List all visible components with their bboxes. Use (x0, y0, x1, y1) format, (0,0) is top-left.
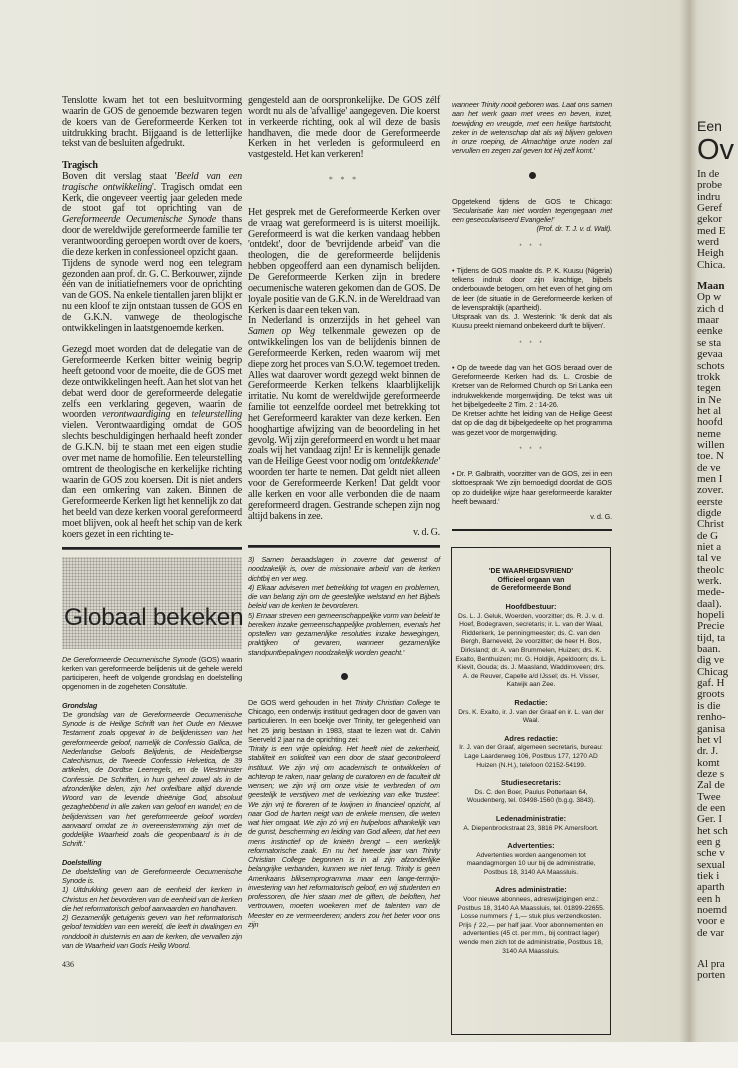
text-line: In de (697, 169, 720, 180)
separator-stars: * * * (519, 340, 545, 347)
text-line: werd (697, 236, 719, 249)
colophon-section (455, 779, 607, 806)
text-line: schots (697, 359, 725, 372)
text-run: 5) Ernaar streven een gemeenschappelijke vorm van beleid te bereiken inzake gemeenschappelijke problemen, evenals het opstellen van gezamenlijke resoluties inzake bewegingen, praktijken of gevaren, wanneer gezamenlijke standpuntbepalingen noodzakelijk worden geacht.' (248, 610, 440, 657)
colophon-heading: Ledenadministratie: (495, 813, 567, 823)
text-line: voor e (697, 915, 725, 928)
right-page-kicker: Een (697, 118, 722, 134)
text-line: het sch (697, 824, 728, 837)
text-line: sexual (697, 858, 726, 871)
text-line: tijd, ta (697, 631, 726, 644)
paragraph (62, 172, 242, 259)
text-line: eenke (697, 325, 723, 338)
text-line: zich d (697, 302, 724, 315)
text-run: 4) Elkaar adviseren met betrekking tot vragen en problemen, die van belang zijn om de geestelijke welstand en het Bijbels beleid van de kerken te bevorderen. (248, 582, 440, 611)
page-number: 436 (62, 960, 74, 970)
text-line (697, 939, 738, 949)
paragraph (452, 266, 612, 312)
colophon-body: Voor nieuwe abonnees, adreswijzigingen enz.: Postbus 18, 3140 AA Maassluis, tel. 01899-22655. Losse nummers ƒ 1,— stuk plus verzendkosten. Prijs ƒ 22,— per half jaar. Voor abonnementen en advertenties (45 ct. per mm., bij contract lager) wende men zich tot de administratie, Postbus 18, 3140 AA Maassluis. (457, 896, 605, 955)
paragraph (248, 96, 440, 161)
text-line: Ger. I (697, 813, 723, 826)
text-line: de G (697, 529, 719, 542)
paragraph (452, 197, 612, 225)
text-line: is die (697, 699, 721, 712)
subheading: Tragisch (62, 160, 98, 172)
colophon-body: Ir. J. van der Graaf, algemeen secretaris, bureau: Lage Laarderweg 106, Postbus 177, 1270 AD Huizen (N.H.), telefoon 02152-54199. (459, 744, 603, 769)
section-divider (62, 547, 242, 550)
text-run: Samen op Weg (248, 326, 316, 338)
colophon-heading: Advertenties: (507, 841, 555, 851)
text-run: Tijdens de synode werd nog een telegram gezonden aan prof. dr. G. C. Berkouwer, zijnde één van de initiatiefnemers voor de oprichting van de GOS. Na enkele tientallen jaren blijkt er nu een kloof te zijn ontstaan tussen de GOS en de G.K.N. vanwege de theologische ontwikkelingen in laatstgenoemde kerken. (62, 257, 242, 334)
colophon-section (455, 842, 607, 877)
globaal-bekeken-banner (62, 557, 242, 649)
text-line: gaf. H (697, 677, 725, 690)
text-run: 1) Uitdrukking geven aan de eenheid der kerken in Christus en het bevorderen van de eenheid van de kerken die het reformatorisch geloof aanvaarden en handhaven. (62, 885, 242, 913)
text-run: De Kretser achtte het leiding van de Heilige Geest dat op die dag dit bijbelgedeelte op het programma was gezet voor de morgenwijding. (452, 409, 612, 437)
text-line: indru (697, 190, 721, 203)
paragraph (62, 655, 242, 692)
text-line: Geref (697, 202, 723, 215)
paragraph (452, 409, 612, 437)
text-line: Heigh (697, 247, 724, 260)
colophon-heading: Redactie: (514, 697, 548, 707)
notes-divider (452, 529, 612, 531)
text-run: 'ontdekkende' (387, 456, 440, 468)
text-line: Chicag (697, 665, 729, 678)
text-line: med E (697, 224, 726, 237)
separator-stars: * * * (519, 446, 545, 453)
colophon-section (455, 603, 607, 690)
colophon-section (455, 815, 607, 833)
text-run: • Op de tweede dag van het GOS beraad over de Gereformeerde Kerken had ds. L. Crosbie de Kretser van de Reformed Church op Sri Lanka een indrukwekkende morgenwijding. De tekst was uit het bijbelgedeelte 2 Tim. 2 : 14-26. (452, 362, 612, 409)
text-line: men I (697, 472, 723, 485)
paragraph (452, 363, 612, 409)
paragraph (248, 208, 440, 316)
text-line: tiek i (697, 869, 720, 882)
paragraph (62, 345, 242, 540)
paragraph (452, 100, 612, 156)
text-line: Maan (697, 280, 725, 293)
text-line: Precie (697, 620, 725, 633)
right-page-text (697, 169, 738, 982)
separator-stars: * * * (519, 243, 545, 250)
text-line: aparth (697, 881, 725, 894)
text-run: telkenmale gewezen op de ontwikkelingen los van de belijdenis binnen de Gereformeerde Kerken, reden waarom wij met diepe zorg het proces van S.O.W. tegemoet treden. Alles wat daarover wordt gezegd wekt binnen de Gereformeerde Kerken telkens klaarblijkelijk irritatie. Nu komt de wereldwijde gereformeerde familie tot eenzelfde oordeel met betrekking tot het Gereformeerd karakter van deze kerken. Een hooghartige afwijzing van de beoordeling in het gevolg. Wij zijn gereformeerd en wordt u het maar zoals wij het vandaag zijn! Er is kennelijk genade van de Heilige Geest voor nodig om (248, 326, 441, 468)
notes-column (452, 100, 612, 521)
text-line: willen (697, 438, 725, 451)
text-line: gekor (697, 213, 723, 226)
subheading: Doelstelling (62, 857, 102, 867)
text-line: hoofd (697, 416, 723, 429)
text-line: zover. (697, 484, 724, 497)
right-page-headline: Ov (697, 134, 735, 166)
globaal-column-middle (248, 555, 440, 929)
text-line: se sta (697, 336, 722, 349)
text-run: thans door de wereldwijde gereformeerde familie ter verantwoording geroepen wordt over de koers, die deze kerken in confessioneel opzicht gaan. (62, 214, 242, 258)
paragraph (248, 555, 440, 583)
text-run: Tenslotte kwam het tot een besluitvorming waarin de GOS de genoemde bezwaren tegen de koers van de Gereformeerde Kerken tot uitdrukking bracht. Bijgaand is de letterlijke tekst van de besluiten afgedrukt. (62, 95, 242, 150)
text-line: theolc (697, 563, 724, 576)
text-line: het al (697, 404, 722, 417)
middle-column-stack (248, 96, 440, 929)
text-run: Constitutie. (152, 682, 188, 692)
text-run: In Nederland is onzerzijds in het geheel van (248, 315, 440, 327)
right-column-stack (452, 100, 612, 1035)
colophon-heading: Adres redactie: (504, 733, 558, 743)
text-line: renho- (697, 711, 726, 724)
text-line: de ve (697, 461, 721, 474)
section-divider (248, 545, 440, 548)
text-line: een h (697, 892, 721, 905)
text-line: digde (697, 506, 722, 519)
text-line: mede- (697, 586, 725, 599)
subheading: Grondslag (62, 700, 98, 710)
text-run: De Gereformeerde Oecumenische Synode (62, 654, 197, 664)
paragraph (62, 913, 242, 950)
article-column-middle (248, 96, 440, 539)
colophon-subtitle: Officieel orgaan van (497, 576, 565, 584)
text-run: teleurstelling (191, 409, 242, 421)
globaal-column-left (62, 655, 242, 951)
text-run: Gereformeerde Oecumenische Synode (62, 214, 217, 226)
text-run: Opgetekend tijdens de GOS te Chicago: (452, 196, 612, 206)
text-line: toe. N (697, 450, 724, 463)
text-line: eerste (697, 495, 723, 508)
colophon-box (451, 547, 611, 1035)
text-line: ganisa (697, 722, 726, 735)
attribution: (Prof. dr. T. J. v. d. Walt). (536, 224, 612, 234)
colophon-heading: Hoofdbestuur: (505, 602, 557, 612)
article-column-left (62, 96, 242, 541)
separator-dot (529, 172, 536, 179)
text-line: de var (697, 926, 725, 939)
text-run: Gezegd moet worden dat de delegatie van de Gereformeerde Kerken bitter weinig begrip heeft getoond voor de moeite, die de GOS met deze ontwikkelingen heeft. Aan het slot van het debat werd door de gereformeerde delegatie zelfs een verklaring gegeven, waarin de woorden (62, 344, 242, 421)
text-line: hopeli (697, 609, 725, 622)
text-line: groots (697, 688, 725, 701)
text-run: Boven dit verslag staat ' (62, 170, 177, 182)
author-signature: v. d. G. (590, 512, 612, 521)
paragraph (62, 885, 242, 913)
text-run: 2) Gezamenlijk getuigenis geven van het reformatorisch geloof temidden van een wereld, die leeft in dwalingen en ronddoolt in duisternis en aan de kerken, die vervallen zijn van de Waarheid van Gods Heilig Woord. (62, 913, 242, 950)
text-run: gengesteld aan de oorspronkelijke. De GOS zélf wordt nu als de 'afvallige' aangegeven. Die koerst in verkeerde richting, ook al wil deze de basis handhaven, die mede door de Gereformeerde Kerken in het verleden is geformuleerd en vastgesteld. Het kan verkeren! (248, 95, 440, 161)
paragraph (452, 312, 612, 331)
text-line: Twee (697, 790, 721, 803)
text-line: komt (697, 756, 720, 769)
text-run: De GOS werd gehouden in het (248, 697, 355, 707)
text-line: niet a (697, 541, 722, 553)
text-line: dig ve (697, 654, 725, 667)
text-run: De doelstelling van de Gereformeerde Oecumenische Synode is. (62, 866, 242, 886)
section-title: Globaal bekeken (64, 603, 244, 631)
colophon-title: 'DE WAARHEIDSVRIEND' (488, 568, 574, 576)
text-line: dr. J. (697, 745, 719, 758)
text-line: tegen (697, 382, 721, 395)
text-line: neme (697, 427, 721, 440)
text-run: • Tijdens de GOS maakte ds. P. K. Kuusu (Nigeria) telkens indruk door zijn krachtige, bijbels onderbouwde betogen, om het even of het ging om de leer (de situatie in de Gereformeerde kerken of de levenspraktijk (apartheid). (452, 265, 612, 312)
text-run: Uitspraak van ds. J. Westerink: 'Ik denk dat als Kuusu preekt niemand onbekeerd durft te blijven'. (452, 312, 612, 331)
text-run: te Chicago, een onderwijs instituut gedragen door de gaven van particulieren. In een boekje over Trinity, ter gelegenheid van het 25 jarig bestaan in 1983, staat te lezen wat dr. Calvin Seerveld 2 jaar na de oprichting zei: (248, 697, 440, 744)
colophon-section (455, 886, 607, 956)
paragraph (248, 698, 440, 744)
colophon-heading: Studiesecretaris: (501, 778, 561, 788)
paragraph (62, 710, 242, 849)
text-line: gevaa (697, 348, 723, 361)
text-line: het vl (697, 733, 722, 746)
text-run: 'Secularisatie kan niet worden tegengegaan met een gesecculariseerd Evangelie!' (452, 205, 612, 224)
colophon-body: A. Diepenbrockstraat 23, 3816 PK Amersfoort. (463, 824, 599, 832)
text-line: een g (697, 835, 721, 848)
author-signature: v. d. G. (413, 527, 440, 539)
text-run: en (170, 409, 192, 421)
text-line: werk. (697, 575, 722, 588)
text-run: 3) Samen beraadslagen in zoverre dat gewenst of noodzakelijk is, over de missionaire arbeid van de kerken dichtbij en ver weg. (248, 555, 440, 583)
text-run: Beeld van een tragische ontwikkeling (62, 170, 242, 193)
colophon-body: Ds. C. den Boer, Paulus Potterlaan 64, Woudenberg, tel. 03498-1560 (b.g.g. 3843). (466, 788, 596, 805)
text-run: Het gesprek met de Gereformeerde Kerken over de vraag wat gereformeerd is is uiterst moeilijk. Gereformeerd is wat die kerken vandaag hebben 'ontdekt', door de 'bevrijdende arbeid' van die theologen, die de gereformeerde belijdenis hebben opgeofferd aan een dynamisch belijden. De Gereformeerde Kerken zijn in bredere oecumenische wateren gekomen dan de GOS. De loyale positie van de G.K.N. in de Wereldraad van Kerken is daar een teken van. (248, 206, 440, 316)
text-line: maar (697, 314, 719, 327)
colophon-body: Ds. L. J. Geluk, Woerden, voorzitter; ds. R. J. v. d. Hoef, Bodegraven, secretaris; ir. L. van der Waal, Ridderkerk, 1e penningmeester; ds. C. van den Bergh, Barneveld, 2e voorzitter; de heer H. Bos, Dirksland; dr. A. van Brummelen, Huizen; drs. K. Exalto, Benthuizen; mr. G. Holdijk, Apeldoorn; ds. L. Kievit, Gouda; ds. J. Maasland, Waddinxveen; drs. A. de Reuver, Capelle a/d IJssel; ds. H. Visser, Katwijk aan Zee. (455, 612, 607, 689)
text-run: 'De grondslag van de Gereformeerde Oecumenische Synode is de Heilige Schrift van het Oude en Nieuwe Testament zoals opgevat in de belijdenissen van het gereformeerde geloof, namelijk de Confessio Gallica, de Nederlandse Geloofs Belijdenis, de Heidelbergse Catechismus, de Tweede Confessio Helvetica, de 39 artikelen, de Dordtse Leerregels, en de Westminster Confessie. De Schriften, in hun geheel zowel als in de afzonderlijke delen, zijn het onfeilbare altijd durende Woord van de levende drieënige God, absoluut gezaghebbend in alle zaken van geloof en wandel; en de belijdenissen van het gereformeerde geloof worden aanvaard omdat ze in overeenstemming zijn met de goddelijke Waarheid zoals die geopenbaard is in de Schrift.' (62, 709, 242, 849)
text-run: (GOS) waarin kerken van gereformeerde belijdenis uit de gehele wereld participeren, heeft de volgende grondslag en doelstelling opgenomen in de zogeheten (62, 654, 243, 692)
text-run: '. Tragisch omdat een Kerk, die ongeveer veertig jaar geleden mede de stoot gaf tot oprichting van de (62, 181, 242, 215)
paragraph (62, 259, 242, 335)
colophon-body: Advertenties worden aangenomen tot maandagmorgen 10 uur bij de administratie, Postbus 18, 3140 AA Maassluis. (466, 851, 596, 876)
text-line: trokk (697, 370, 721, 383)
text-line: Chica. (697, 258, 726, 271)
text-run: woorden ter harte te nemen. Dat geldt niet alleen voor de Gereformeerde Kerken! Dat geldt voor alle kerken en voor alle verbonden die de naam gereformeerd dragen. Gestrande schepen zijn nog altijd bakens in zee. (248, 467, 440, 522)
paragraph (248, 744, 440, 929)
text-line: porten (697, 969, 726, 982)
separator-stars: * * * (328, 175, 360, 185)
text-run: • Dr. P. Galbraith, voorzitter van de GOS, zei in een slottoespraak 'We zijn bemoedigd doordat de GOS op zo duidelijke wijze haar gereformeerde karakter heeft bewaard.' (452, 469, 612, 506)
text-line: deze s (697, 767, 725, 780)
text-run: Trinity Christian College (354, 697, 431, 707)
text-line: tal ve (697, 552, 722, 565)
text-line: daal). (697, 597, 722, 610)
text-run: verontwaardiging (101, 409, 171, 421)
text-line: noemd (697, 904, 727, 916)
paragraph (452, 469, 612, 506)
text-line: probe (697, 179, 723, 192)
colophon-body: Drs. K. Exalto, ir. J. van der Graaf en ir. L. van der Waal. (458, 708, 604, 725)
paragraph (248, 611, 440, 657)
paragraph (248, 583, 440, 611)
right-page-stack (697, 118, 738, 982)
colophon-heading: Adres administratie: (495, 885, 567, 895)
text-line: Zal de (697, 779, 725, 792)
colophon-subtitle: de Gereformeerde Bond (490, 585, 572, 593)
text-line: Christ (697, 518, 724, 531)
colophon-section (455, 735, 607, 770)
text-run: vielen. Verontwaardiging omdat de GOS slechts beschuldigingen herhaald heeft zonder de G.K.N. bij te staan met een eigen studie over met name de homofilie. Een teleurstelling omtrent de theologische en kerkelijke richting waarin de GOS zou koersen. Dit is niet anders dan een omkering van zaken. Binnen de Gereformeerde Kerken ligt het kennelijk zo dat het beeld van deze kerken vooral gereformeerd moet blijven, ook al heeft het schip van de kerk koers gezet in een richting te- (62, 420, 242, 540)
text-run: wanneer Trinity nooit geboren was. Laat ons samen aan het werk gaan met vrees en beven, inzet, toewijding en vreugde, met een heilige hartstocht, zeker in de wetenschap dat als wij blijven geloven in onze roeping, de Almachtige onze noden zal vervullen en zegen zal geven tot Hij zelf komt.' (452, 100, 612, 156)
text-line: sche v (697, 847, 725, 860)
text-line: de een (697, 801, 726, 814)
text-line: Op w (697, 291, 722, 304)
paragraph (62, 867, 242, 886)
text-line: in Ne (697, 393, 722, 406)
paragraph (248, 316, 440, 522)
text-line: Al pra (697, 958, 725, 971)
paragraph (62, 96, 242, 150)
text-run: 'Trinity is een vrije opleiding. Het heeft niet de zekerheid, stabiliteit en soliditeit van een door de staat gecontroleerd instituut. We zijn vrij om academisch te ontwikkelen of achterop te raken, naar gelang de curatoren en de faculteit dit wensen; we zijn vrij om onze visie te verbreden of om geestelijk te verstijven met de verkiezing van elke 'trustee'. We zijn vrij te floreren of te kwijnen in financieel opzicht, al naar God de harten neigt van de enkele mensen, die weten wat hier omgaat. We zijn zó vrij en hulpeloos afhankelijk van de gunst, bescherming en leiding van God alleen, dat het een mens instinctief op de knieën brengt – een werkelijk reformatorische zaak. En nu het tweede jaar van Trinity Christian College begonnen is in al zijn afzonderlijke belangrijke verbanden, kunnen we niet terug. Trinity is geen Amerikaans bliksemprogramma maar een lange-termijn-investering van het reformatorisch geloof, en wij studenten en professoren, die hier staan met de giften, de beloften, het vertrouwen, moeten woekeren met de talenten van de Meester en ze vermeerderen; anders zou het beter voor ons zijn (248, 744, 440, 929)
text-line: baan. (697, 643, 721, 656)
left-column-stack (62, 96, 242, 970)
separator-dot (341, 673, 348, 680)
colophon-section (455, 699, 607, 726)
